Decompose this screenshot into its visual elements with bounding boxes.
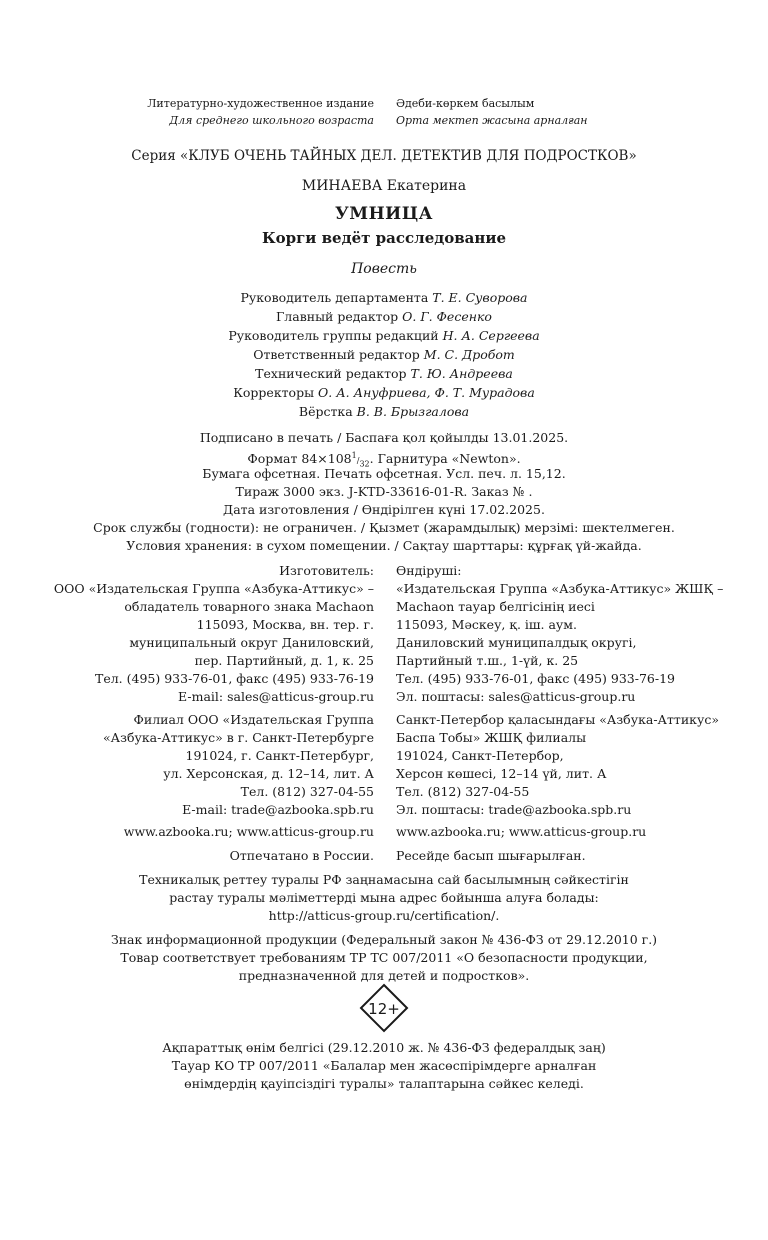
edition-type-ru: Литературно-художественное издание bbox=[147, 97, 374, 110]
manufacturer-kz-line: «Издательская Группа «Азбука-Аттикус» ЖШҚ – bbox=[396, 581, 724, 596]
manufacturer-kz-line: Эл. поштасы: sales@atticus-group.ru bbox=[396, 689, 636, 704]
series-title: Серия «КЛУБ ОЧЕНЬ ТАЙНЫХ ДЕЛ. ДЕТЕКТИВ ДЛЯ ПОДРОСТКОВ» bbox=[131, 148, 637, 164]
credit-name: Т. Ю. Андреева bbox=[410, 366, 513, 381]
credit-role: Технический редактор bbox=[255, 366, 407, 381]
credit-role: Руководитель группы редакций bbox=[228, 328, 439, 343]
book-genre: Повесть bbox=[351, 261, 417, 277]
info-mark-kz-line: өнімдердің қауіпсіздігі туралы» талаптарына сәйкес келеді. bbox=[184, 1076, 584, 1091]
certification-url: http://atticus-group.ru/certification/. bbox=[268, 908, 500, 923]
storage-conditions: Условия хранения: в сухом помещении. / Сақтау шарттары: құрғақ үй-жайда. bbox=[126, 538, 642, 553]
manufacturer-ru-line: пер. Партийный, д. 1, к. 25 bbox=[194, 653, 374, 668]
credit-name: Т. Е. Суворова bbox=[432, 290, 528, 305]
info-mark-ru-line: Товар соответствует требованиям ТР ТС 007/2011 «О безопасности продукции, bbox=[120, 950, 648, 965]
credit-name: В. В. Брызгалова bbox=[356, 404, 470, 419]
credit-line bbox=[0, 366, 768, 382]
format-denominator: 32 bbox=[359, 459, 370, 469]
printed-in-kz: Ресейде басып шығарылған. bbox=[396, 848, 586, 863]
printed-in-ru: Отпечатано в России. bbox=[229, 848, 374, 863]
format-numerator: 1 bbox=[351, 451, 357, 460]
manufacturer-ru-line: Изготовитель: bbox=[279, 563, 374, 578]
certification-line: Техникалық реттеу туралы РФ заңнамасына сай басылымның сәйкестігін bbox=[139, 872, 629, 887]
branch-ru-line: «Азбука-Аттикус» в г. Санкт-Петербурге bbox=[103, 730, 374, 745]
websites-kz: www.azbooka.ru; www.atticus-group.ru bbox=[396, 824, 647, 839]
manufacturer-kz-line: Machaon тауар белгісінің иесі bbox=[396, 599, 595, 614]
book-subtitle: Корги ведёт расследование bbox=[261, 229, 507, 247]
manufacturer-kz-line: Өндіруші: bbox=[396, 563, 462, 578]
manufacturer-ru-line: E-mail: sales@atticus-group.ru bbox=[178, 689, 374, 704]
age-rating-badge bbox=[359, 983, 409, 1033]
credit-name: М. С. Дробот bbox=[423, 347, 515, 362]
manufacturer-kz-line: Тел. (495) 933-76-01, факс (495) 933-76-19 bbox=[396, 671, 675, 686]
manufacturer-kz-line: Даниловский муниципалдық округі, bbox=[396, 635, 637, 650]
credit-role: Корректоры bbox=[233, 385, 315, 400]
manufacturer-kz-line: 115093, Мәскеу, қ. іш. аум. bbox=[396, 617, 577, 632]
info-mark-kz-line: Ақпараттық өнім белгісі (29.12.2010 ж. № 436-ФЗ федералдық заң) bbox=[162, 1040, 606, 1055]
branch-kz-line: Тел. (812) 327-04-55 bbox=[396, 784, 530, 799]
diamond-icon bbox=[359, 983, 409, 1033]
credit-role: Руководитель департамента bbox=[240, 290, 429, 305]
branch-kz-line: Санкт-Петербор қаласындағы «Азбука-Аттикус» bbox=[396, 712, 719, 727]
manufacturer-ru-line: Тел. (495) 933-76-01, факс (495) 933-76-19 bbox=[95, 671, 374, 686]
credit-line bbox=[0, 385, 768, 401]
age-rating-text: 12+ bbox=[368, 1000, 400, 1018]
credit-line bbox=[0, 347, 768, 363]
typeface: . Гарнитура «Newton». bbox=[369, 451, 521, 467]
branch-ru-line: Филиал ООО «Издательская Группа bbox=[133, 712, 374, 727]
manufacturer-ru-line: муниципальный округ Даниловский, bbox=[129, 635, 374, 650]
service-life: Срок службы (годности): не ограничен. / Қызмет (жарамдылық) мерзімі: шектелмеген. bbox=[93, 520, 675, 535]
edition-type-kz: Әдеби-көркем басылым bbox=[396, 97, 535, 110]
credit-line bbox=[0, 404, 768, 420]
book-title: УМНИЦА bbox=[334, 204, 433, 224]
credit-line bbox=[0, 290, 768, 306]
credit-line bbox=[0, 328, 768, 344]
print-run: Тираж 3000 экз. J-KTD-33616-01-R. Заказ № . bbox=[235, 484, 533, 499]
format-label: Формат 84×108 bbox=[247, 451, 352, 467]
branch-kz-line: Эл. поштасы: trade@azbooka.spb.ru bbox=[396, 802, 632, 817]
credit-name: Н. А. Сергеева bbox=[442, 328, 540, 343]
format-line: Формат $84\times 108^1/_{32}$. Гарнитура «Newton». bbox=[247, 451, 521, 469]
info-mark-ru-line: предназначенной для детей и подростков». bbox=[238, 968, 530, 983]
manufacture-date: Дата изготовления / Өндірілген күні 17.02.2025. bbox=[223, 502, 545, 517]
credit-role: Ответственный редактор bbox=[253, 347, 420, 362]
branch-kz-line: 191024, Санкт-Петербор, bbox=[396, 748, 564, 763]
credit-line bbox=[0, 309, 768, 325]
credit-role: Главный редактор bbox=[276, 309, 399, 324]
manufacturer-ru-line: обладатель товарного знака Machaon bbox=[124, 599, 374, 614]
signed-to-print: Подписано в печать / Баспаға қол қойылды 13.01.2025. bbox=[199, 430, 569, 445]
branch-ru-line: ул. Херсонская, д. 12–14, лит. А bbox=[163, 766, 374, 781]
branch-kz-line: Херсон көшесі, 12–14 үй, лит. А bbox=[396, 766, 607, 781]
websites-ru: www.azbooka.ru; www.atticus-group.ru bbox=[123, 824, 374, 839]
branch-ru-line: 191024, г. Санкт-Петербург, bbox=[185, 748, 374, 763]
branch-ru-line: E-mail: trade@azbooka.spb.ru bbox=[182, 802, 374, 817]
credit-role: Вёрстка bbox=[298, 404, 353, 419]
info-mark-ru-line: Знак информационной продукции (Федеральный закон № 436-ФЗ от 29.12.2010 г.) bbox=[110, 932, 658, 947]
author-name: МИНАЕВА Екатерина bbox=[301, 178, 467, 194]
manufacturer-kz-line: Партийный т.ш., 1-үй, к. 25 bbox=[396, 653, 579, 668]
age-group-kz: Орта мектеп жасына арналған bbox=[396, 114, 588, 127]
paper-info: Бумага офсетная. Печать офсетная. Усл. печ. л. 15,12. bbox=[202, 466, 566, 481]
certification-line: растау туралы мәліметтерді мына адрес бойынша алуға болады: bbox=[169, 890, 599, 905]
credit-name: О. А. Ануфриева, Ф. Т. Мурадова bbox=[318, 385, 535, 400]
branch-kz-line: Баспа Тобы» ЖШҚ филиалы bbox=[396, 730, 587, 745]
credit-name: О. Г. Фесенко bbox=[402, 309, 492, 324]
manufacturer-ru-line: 115093, Москва, вн. тер. г. bbox=[196, 617, 374, 632]
manufacturer-ru-line: ООО «Издательская Группа «Азбука-Аттикус» – bbox=[53, 581, 374, 596]
info-mark-kz-line: Тауар КО ТР 007/2011 «Балалар мен жасөспірімдерге арналған bbox=[171, 1058, 597, 1073]
age-group-ru: Для среднего школьного возраста bbox=[169, 114, 374, 127]
branch-ru-line: Тел. (812) 327-04-55 bbox=[240, 784, 374, 799]
